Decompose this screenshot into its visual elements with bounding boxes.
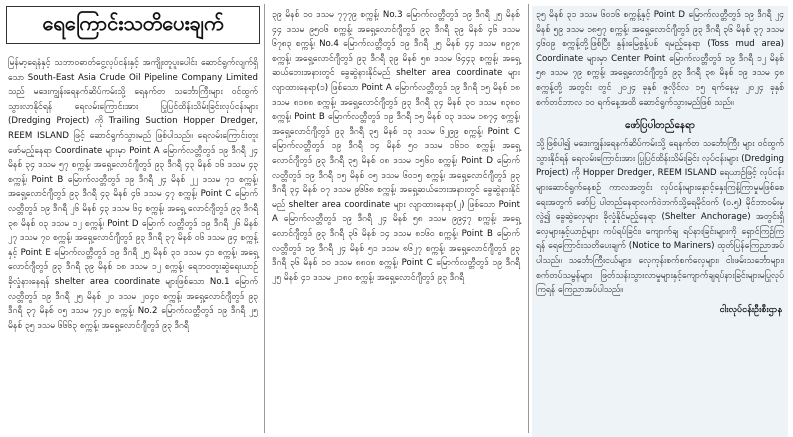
column-divider: [264, 4, 265, 433]
paragraph-right-2: သို့ဖြစ်ပါ၍ မဒေးကျွန်းရေနက်ဆိပ်ကမ်းသို့ ရေနက်တ သင်္ဘောကြီး များ ဝင်ထွက်သွားနိုင်ရန် ရေလမ်းကြောင်းအား ပြုပြင်ထိန်းသိမ်းခြင်း လုပ်ငန်းများ (Dredging Project) ကို Hopper Dredger, REEM ISLAND ရေယာဉ်ဖြင့် လုပ်ငန်းများဆောင်ရွက်နေစဉ် ကာလအတွင်း လုပ်ငန်းများနှောင့်နှေးကြန့်ကြာမှုမဖြစ်စေရေးအတွက် ဖော်ပြ ပါတည်နေရာလက်ဝဲဘက်သို့ရေမိုင်ဝက် (၀.၅) မိုင်ဘာဝမ်းမှလွဲ၍ ခွေဆွဲလှေများ ခိုလှုံနိုင်မည့်နေရာ (Shelter Anchorage) အတွင်းရှိ လှေများနှင့်ယာဉ်များ ကပ်ရပ်ခြင်း၊ ကျောက်ချ ရပ်နားခြင်းများကို ရှောင်ကြဉ်ကြရန် ရေကြောင်းသတိပေးချက် (Notice to Mariners) ထုတ်ပြန်ကြေညာအပ်ပါသည်။ သင်္ဘောကြီးငယ်များ၊ လှေကုန်းစက်စက်လှေများ၊ ငါးဖမ်းသင်္ဘောများ၊ စက်တပ်သမ္ဗန်များ ဖြတ်သန်းသွားလာမှုများနှင့်ကျောက်ချရပ်နားခြင်းများမပြုလုပ်ကြရန် ကြေညာအပ်ပါသည်။: [536, 139, 784, 296]
paragraph-left: မြန်မာ့ရေနံနှင့် သဘာဝဓာတ်ငွေ့လုပ်ငန်းနှင့် အကျိုးတူပူးပေါင်း ဆောင်ရွက်လျက်ရှိသော South-East Asia Crude Oil Pipeline Company Limited သည် မဒေးကျွန်းရေနက်ဆိပ်ကမ်းသို့ ရေနက်တ သင်္ဘောကြီးများ ဝင်ထွက်သွားလာနိုင်ရန် ရေလမ်းကြောင်းအား ပြုပြင်ထိန်းသိမ်းခြင်းလုပ်ငန်းများ (Dredging Project) ကို Trailing Suction Hopper Dredger, REEM ISLAND ဖြင့် ဆောင်ရွက်သွားမည် ဖြစ်ပါသည်။ ရေလမ်းကြောင်းတူးဖော်မည့်နေရာ Coordinate များမှာ Point A မြောက်လတ္တီတွဒ် ၁၉ ဒီဂရီ ၂၄ မိနစ် ၃၄ ဒသမ ၅၇ စက္ကန့်၊ အရှေ့လောင်ဂျီတွဒ် ၉၃ ဒီဂရီ ၄၃ မိနစ် ၁၆ ဒသမ ၄၃ စက္ကန့်၊ Point B မြောက်လတ္တီတွဒ် ၁၉ ဒီဂရီ ၂၄ မိနစ် ၂၂ ဒသမ ၇၁ စက္ကန့်၊ အရှေ့လောင်ဂျီတွဒ် ၉၃ ဒီဂရီ ၄၃ မိနစ် ၄၆ ဒသမ ၄၇ စက္ကန့်၊ Point C မြောက်လတ္တီတွဒ် ၁၉ ဒီဂရီ ၂၆ မိနစ် ၄၃ ဒသမ ၆၄ စက္ကန့်၊ အရှေ့ လောင်ဂျီတွဒ် ၉၃ ဒီဂရီ ၃၈ မိနစ် ၀၃ ဒသမ ၁၂ စက္ကန့်၊ Point D မြောက် လတ္တီတွဒ် ၁၉ ဒီဂရီ ၂၆ မိနစ် ၂၇ ဒသမ ၇၀ စက္ကန့်၊ အရှေ့လောင်ဂျီတွဒ် ၉၃ ဒီဂရီ ၃၇ မိနစ် ၀၆ ဒသမ ၉၄ စက္ကန့်နှင့် Point E မြောက်လတ္တီတွဒ် ၁၉ ဒီဂရီ ၂၅ မိနစ် ၃၁ ဒသမ ၄၁ စက္ကန့်၊ အရှေ့လောင်ဂျီတွဒ် ၉၃ ဒီဂရီ ၃၉ မိနစ် ၁၈ ဒသမ ၁၂ စက္ကန့်၊ ရေဘဝတူးဆွဲရေးယာဉ် ခိုလှုံနားနေရန် shelter area coordinate များဖြစ်သော No.1 မြောက်လတ္တီတွဒ် ၁၉ ဒီဂရီ ၂၅ မိနစ် ၂၀ ဒသမ ၂၀၄၀ စက္ကန့်၊ အရှေ့လောင်ဂျီတွဒ် ၉၃ ဒီဂရီ ၃၇ မိနစ် ၀၅ ဒသမ ၇၄၂၀ စက္ကန့်၊ No.2 မြောက်လတ္တီတွဒ် ၁၉ ဒီဂရီ ၂၅ မိနစ် ၃၅ ဒသမ ၆၆၆၃ စက္ကန့်၊ အရှေ့လောင်ဂျီတွဒ် ၉၃ ဒီဂရီ: [8, 58, 258, 331]
page-title: ရေကြောင်းသတိပေးချက်: [6, 6, 260, 44]
signature: ငါးလုပ်ငန်းဦးစီးဌာန: [719, 304, 782, 315]
section-subheading: ဖော်ပြပါတည်နေရာ: [625, 120, 695, 132]
column-middle: [268, 6, 524, 437]
column-right: [532, 6, 788, 437]
column-left: [4, 54, 262, 437]
column-divider: [528, 4, 529, 433]
paragraph-middle: ၃၉ မိနစ် ၁၀ ဒသမ ၇၇၇၉ စက္ကန့်၊ No.3 မြောက်လတ္တီတွဒ် ၁၉ ဒီဂရီ ၂၅ မိနစ် ၄၄ ဒသမ ၉၅၀၆ စက္ကန့်၊ အရှေ့လောင်ဂျီတွဒ် ၉၃ ဒီဂရီ ၃၉ မိနစ် ၄၆ ဒသမ ၆၇၈၃ စက္ကန့်၊ No.4 မြောက်လတ္တီတွဒ် ၁၉ ဒီဂရီ ၂၅ မိနစ် ၄၄ ဒသမ ၈၉၇၈ စက္ကန့်၊ အရှေ့လောင်ဂျီတွဒ် ၉၃ ဒီဂရီ ၃၉ မိနစ် ၅၈ ဒသမ ၆၄၄၃ စက္ကန့်၊ အရှေ့ဆယ်ဘေးအနားတွင် ခွေဆွဲနားနိုင်မည် shelter area coordinate များ လျာထားနေရာ(၁) ဖြစ်သော Point A မြောက်လတ္တီတွဒ် ၁၉ ဒီဂရီ ၁၅ မိနစ် ၁၈ ဒသမ ၈၁၈၈ စက္ကန့်၊ အရှေ့လောင်ဂျီတွဒ် ၉၃ ဒီဂရီ ၃၄ မိနစ် ၃၀ ဒသမ ၈၃၈၀ စက္ကန့်၊ Point B မြောက်လတ္တီတွဒ် ၁၉ ဒီဂရီ ၁၅ မိနစ် ၀၃ ဒသမ ၁၈၇၄ စက္ကန့်၊ အရှေ့လောင်ဂျီတွဒ် ၉၃ ဒီဂရီ ၃၅ မိနစ် ၁၃ ဒသမ ၆၂၉၉ စက္ကန့်၊ Point C မြောက်လတ္တီတွဒ် ၁၉ ဒီဂရီ ၁၄ မိနစ် ၅၀ ဒသမ ၁၆၁၀ စက္ကန့်၊ အရှေ့လောင်ဂျီတွဒ် ၉၃ ဒီဂရီ ၃၅ မိနစ် ၀၈ ဒသမ ၁၅၆၀ စက္ကန့်၊ Point D မြောက်လတ္တီတွဒ် ၁၉ ဒီဂရီ ၁၅ မိနစ် ၀၅ ဒသမ ၆၀၁၅ စက္ကန့်၊ အရှေ့လောင်ဂျီတွဒ် ၉၃ ဒီဂရီ ၃၄ မိနစ် ၀၇ ဒသမ ၉၆၆၈ စက္ကန့်၊ အရှေ့ဆယ်ဘေးအနားတွင် ခွေဆွဲနားနိုင်မည် shelter area coordinate များ လျာထားနေရာ(၂) ဖြစ်သော Point A မြောက်လတ္တီတွဒ် ၁၉ ဒီဂရီ ၂၄ မိနစ် ၅၈ ဒသမ ၉၉၄၇ စက္ကန့်၊ အရှေ့လောင်ဂျီတွဒ် ၉၃ ဒီဂရီ ၃၆ မိနစ် ၁၄ ဒသမ ၈၁၆၀ စက္ကန့်၊ Point B မြောက်လတ္တီတွဒ် ၁၉ ဒီဂရီ ၂၄ မိနစ် ၅၁ ဒသမ ၈၆၂၇ စက္ကန့်၊ အရှေ့လောင်ဂျီတွဒ် ၉၃ ဒီဂရီ ၃၆ မိနစ် ၁၀ ဒသမ ၈၈၀၈ စက္ကန့်၊ Point C မြောက်လတ္တီတွဒ် ၁၉ ဒီဂရီ ၂၅ မိနစ် ၄၁ ဒသမ ၂၁၈၀ စက္ကန့်၊ အရှေ့လောင်ဂျီတွဒ် ၉၃ ဒီဂရီ: [272, 10, 520, 283]
paragraph-right: ၃၅ မိနစ် ၃၁ ဒသမ ၆၀၁၆ စက္ကန့်နှင့် Point D မြောက်လတ္တီတွဒ် ၁၉ ဒီဂရီ ၂၄ မိနစ် ၅၉ ဒသမ ၁၈၅၇ စက္ကန့်၊ အရှေ့လောင်ဂျီတွဒ် ၉၃ ဒီဂရီ ၃၆ မိနစ် ၃၇ ဒသမ ၄၆၀၉ စက္ကန့်တို့ဖြစ်ပြီး နွန်းမြေစွန့်ပစ် ရမည့်နေရာ (Toss mud area) Coordinate များမှာ Center Point မြောက်လတ္တီတွဒ် ၁၉ ဒီဂရီ ၁၂ မိနစ် ၅၈ ဒသမ ၇၉ စက္ကန့်၊ အရှေ့လောင်ဂျီတွဒ် ၉၃ ဒီဂရီ ၃၈ မိနစ် ၁၉ ဒသမ ၄၈ စက္ကန့်တို့ အတွင်း တွင် ၂၀၂၄ ခုနှစ် ဇူလိုင်လ ၁၅ ရက်နေ့မှ ၂၀၂၄ ခုနှစ် စက်တင်ဘာလ ၁၀ ရက်နေ့အထိ ဆောင်ရွက်သွားမည်ဖြစ် သည်။: [536, 10, 784, 108]
